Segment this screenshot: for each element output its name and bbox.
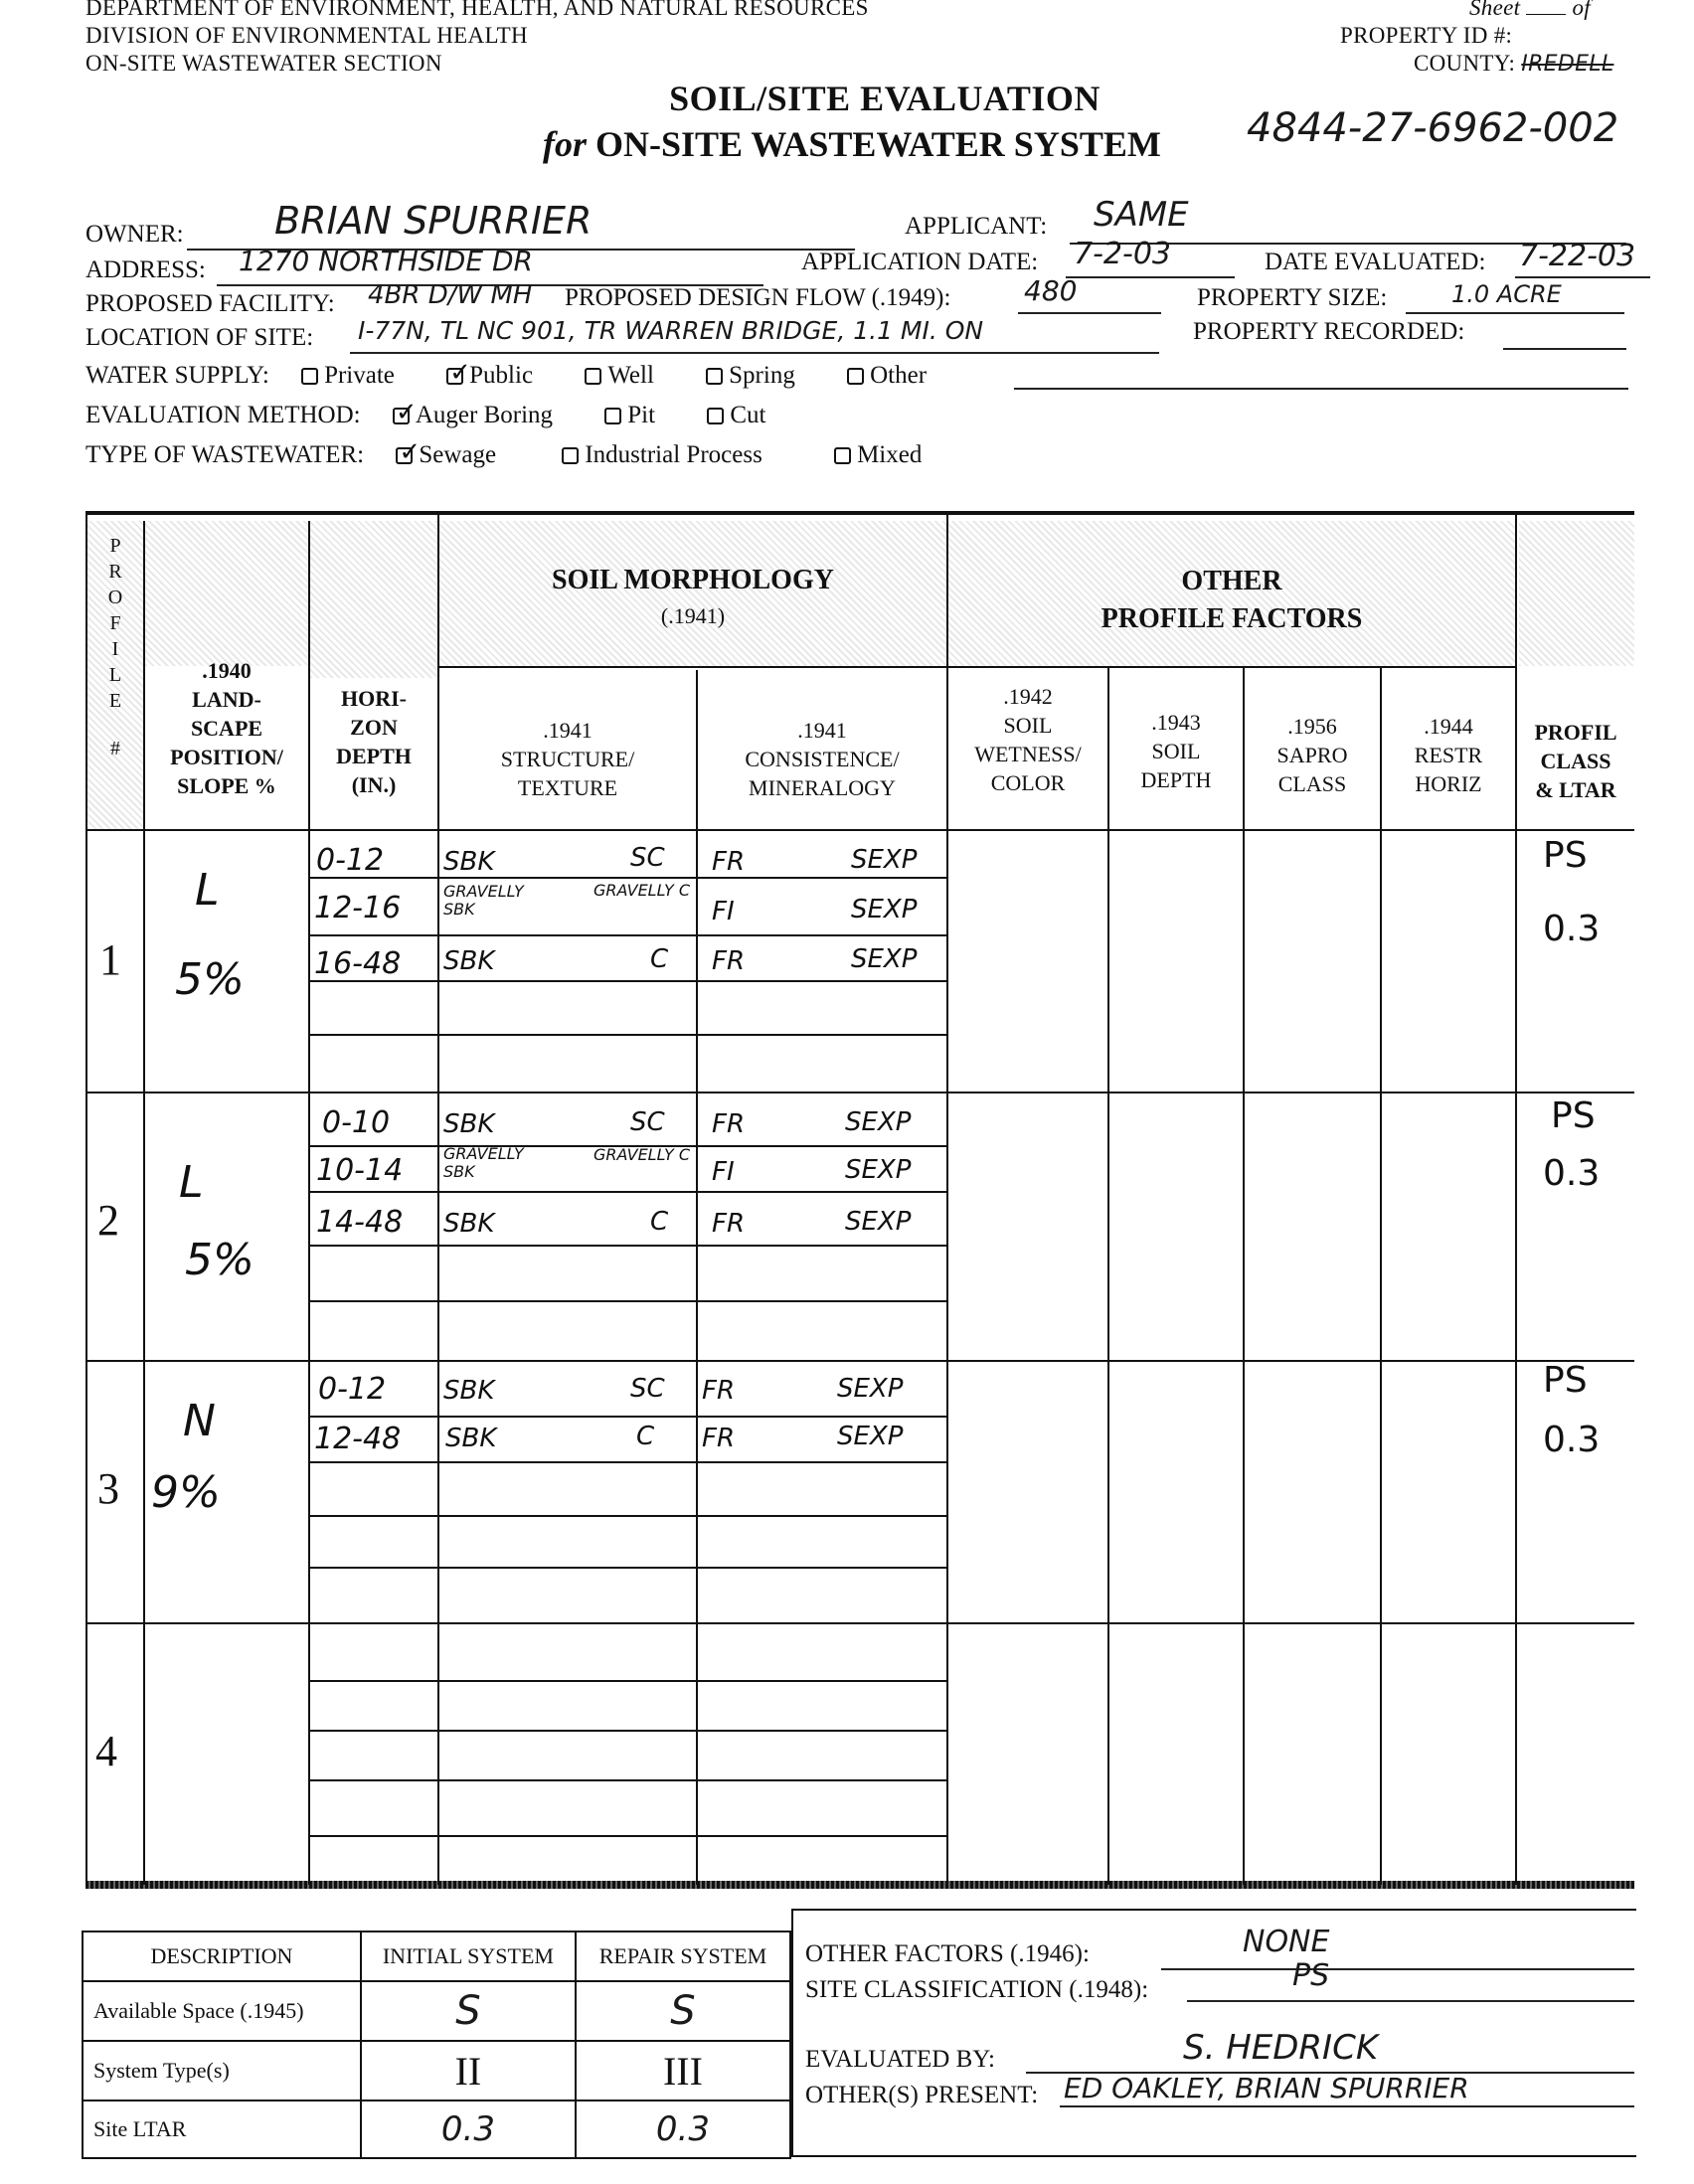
structure: GRAVELLY SBK <box>443 1144 524 1181</box>
consistence: FR <box>702 1424 736 1453</box>
other-profile-factors-header: OTHER PROFILE FACTORS <box>1101 566 1363 634</box>
property-recorded-label: PROPERTY RECORDED: <box>1193 318 1465 345</box>
consistence: FR <box>712 1109 746 1139</box>
consistence: FI <box>712 897 735 926</box>
texture: SC <box>630 1374 665 1404</box>
soil-wetness-header: .1942 SOIL WETNESS/ COLOR <box>974 684 1082 795</box>
profile-ltar: 0.3 <box>1543 1153 1601 1194</box>
site-classification-value: PS <box>1292 1958 1330 1993</box>
description-header: DESCRIPTION <box>83 1932 361 1981</box>
mineralogy: SEXP <box>851 845 918 875</box>
horizon-depth: 16-48 <box>314 946 402 981</box>
others-present-value: ED OAKLEY, BRIAN SPURRIER <box>1064 2072 1469 2104</box>
profile-number: 4 <box>95 1727 117 1775</box>
water-supply-other[interactable]: Other <box>847 362 927 390</box>
application-date-value: 7-2-03 <box>1074 237 1171 271</box>
horizon-depth: 0-10 <box>322 1105 391 1140</box>
mineralogy: SEXP <box>845 1107 912 1137</box>
landscape-position: L <box>179 1157 204 1208</box>
address-label: ADDRESS: <box>85 256 206 283</box>
profile-class: PS <box>1543 835 1588 876</box>
texture: GRAVELLY C <box>593 881 690 900</box>
site-ltar-label: Site LTAR <box>83 2100 361 2158</box>
structure: SBK <box>443 847 495 877</box>
horizon-depth: 10-14 <box>316 1153 404 1188</box>
mineralogy: SEXP <box>851 944 918 974</box>
date-evaluated-value: 7-22-03 <box>1519 239 1636 273</box>
texture: C <box>650 1207 669 1237</box>
county-label: COUNTY: <box>1414 51 1516 76</box>
others-present-label: OTHER(S) PRESENT: <box>805 2082 1039 2108</box>
available-space-label: Available Space (.1945) <box>83 1981 361 2041</box>
proposed-facility-label: PROPOSED FACILITY: <box>85 290 335 317</box>
wastewater-mixed[interactable]: Mixed <box>834 441 922 469</box>
mineralogy: SEXP <box>845 1207 912 1237</box>
system-type-repair: III <box>576 2041 790 2100</box>
slope: 5% <box>185 1235 254 1285</box>
mineralogy: SEXP <box>837 1422 904 1451</box>
location-value: I-77N, TL NC 901, TR WARREN BRIDGE, 1.1 MI. ON <box>358 316 984 345</box>
property-id-label: PROPERTY ID #: <box>1340 23 1513 48</box>
consistence: FR <box>702 1376 736 1406</box>
horizon-depth: 0-12 <box>316 843 385 878</box>
structure: SBK <box>443 1376 495 1406</box>
evaluated-by-label: EVALUATED BY: <box>805 2046 995 2073</box>
profile-ltar: 0.3 <box>1543 909 1601 949</box>
water-supply-well[interactable]: Well <box>585 362 654 390</box>
profile-class: PS <box>1543 1360 1588 1401</box>
wastewater-type-label: TYPE OF WASTEWATER: <box>85 441 365 468</box>
texture: C <box>650 944 669 974</box>
initial-system-header: INITIAL SYSTEM <box>361 1932 576 1981</box>
dept-line-1: DEPARTMENT OF ENVIRONMENT, HEALTH, AND NATURAL RESOURCES <box>85 0 869 20</box>
texture: C <box>636 1422 655 1451</box>
structure: SBK <box>443 1109 495 1139</box>
consistence: FI <box>712 1157 735 1187</box>
water-supply-public[interactable]: ✓ Public <box>446 362 533 390</box>
title-line-1: SOIL/SITE EVALUATION <box>669 79 1101 118</box>
slope: 5% <box>175 954 245 1005</box>
design-flow-value: 480 <box>1024 274 1078 307</box>
county-value: IREDELL <box>1521 52 1614 77</box>
address-value: 1270 NORTHSIDE DR <box>239 245 533 277</box>
proposed-facility-value: 4BR D/W MH <box>368 280 533 310</box>
dept-line-3: ON-SITE WASTEWATER SECTION <box>85 51 442 76</box>
water-supply-private[interactable]: Private <box>301 362 395 390</box>
available-space-repair: S <box>576 1981 790 2041</box>
other-factors-value: NONE <box>1243 1925 1330 1959</box>
structure: SBK <box>445 1424 497 1453</box>
soil-morphology-header: SOIL MORPHOLOGY (.1941) <box>552 565 834 628</box>
repair-system-header: REPAIR SYSTEM <box>576 1932 790 1981</box>
profile-number: 2 <box>97 1196 119 1245</box>
application-date-label: APPLICATION DATE: <box>801 249 1039 275</box>
site-ltar-repair: 0.3 <box>576 2100 790 2158</box>
title-line-2: ON-SITE WASTEWATER SYSTEM <box>595 124 1161 164</box>
site-ltar-initial: 0.3 <box>361 2100 576 2158</box>
consistence-mineralogy-header: .1941 CONSISTENCE/ MINERALOGY <box>745 718 900 800</box>
structure-texture-header: .1941 STRUCTURE/ TEXTURE <box>500 718 635 800</box>
wastewater-sewage[interactable]: ✓ Sewage <box>396 441 496 469</box>
site-classification-label: SITE CLASSIFICATION (.1948): <box>805 1976 1149 2003</box>
property-size-label: PROPERTY SIZE: <box>1197 284 1388 311</box>
mineralogy: SEXP <box>851 895 918 924</box>
mineralogy: SEXP <box>837 1374 904 1404</box>
wastewater-industrial[interactable]: Industrial Process <box>562 441 762 469</box>
landscape-position: L <box>195 865 220 916</box>
consistence: FR <box>712 1209 746 1239</box>
evaluated-by-value: S. HEDRICK <box>1183 2028 1379 2068</box>
consistence: FR <box>712 847 746 877</box>
applicant-value: SAME <box>1094 195 1189 235</box>
horizon-depth: 14-48 <box>316 1205 404 1240</box>
system-type-initial: II <box>361 2041 576 2100</box>
texture: SC <box>630 1107 665 1137</box>
owner-value: BRIAN SPURRIER <box>274 199 593 243</box>
mineralogy: SEXP <box>845 1155 912 1185</box>
profile-ltar: 0.3 <box>1543 1420 1601 1460</box>
landscape-column-header: .1940 LAND- SCAPE POSITION/ SLOPE % <box>170 658 283 798</box>
structure: SBK <box>443 946 495 976</box>
texture: GRAVELLY C <box>593 1145 690 1164</box>
profile-number: 1 <box>99 935 121 984</box>
horizon-depth-column-header: HORI- ZON DEPTH (IN.) <box>336 686 412 797</box>
slope: 9% <box>151 1467 221 1518</box>
system-type-label: System Type(s) <box>83 2041 361 2100</box>
landscape-position: N <box>183 1396 216 1446</box>
structure: GRAVELLY SBK <box>443 882 524 919</box>
structure: SBK <box>443 1209 495 1239</box>
horizon-depth: 12-16 <box>314 891 402 925</box>
available-space-initial: S <box>361 1981 576 2041</box>
profile-column-header: P R O F I L E # <box>107 535 123 759</box>
restr-horiz-header: .1944 RESTR HORIZ <box>1414 714 1483 796</box>
water-supply-spring[interactable]: Spring <box>706 362 795 390</box>
texture: SC <box>630 843 665 873</box>
title-prefix: for <box>543 124 587 164</box>
consistence: FR <box>712 946 746 976</box>
parcel-number: 4844-27-6962-002 <box>1247 105 1619 151</box>
dept-line-2: DIVISION OF ENVIRONMENTAL HEALTH <box>85 23 528 48</box>
system-summary-table <box>82 1931 791 2159</box>
evaluation-method-label: EVALUATION METHOD: <box>85 402 361 428</box>
applicant-label: APPLICANT: <box>905 213 1048 240</box>
property-size-value: 1.0 ACRE <box>1451 280 1562 308</box>
method-auger-boring[interactable]: ✓ Auger Boring <box>393 402 553 429</box>
owner-label: OWNER: <box>85 221 184 248</box>
profile-class-header: PROFIL CLASS & LTAR <box>1534 720 1617 802</box>
horizon-depth: 0-12 <box>318 1372 387 1407</box>
location-label: LOCATION OF SITE: <box>85 324 314 351</box>
date-evaluated-label: DATE EVALUATED: <box>1265 249 1486 275</box>
method-cut[interactable]: Cut <box>707 402 765 429</box>
water-supply-label: WATER SUPPLY: <box>85 362 269 389</box>
soil-depth-header: .1943 SOIL DEPTH <box>1140 710 1212 792</box>
of-label: of <box>1572 0 1591 20</box>
method-pit[interactable]: Pit <box>604 402 655 429</box>
design-flow-label: PROPOSED DESIGN FLOW (.1949): <box>565 284 951 311</box>
profile-class: PS <box>1551 1095 1596 1136</box>
profile-number: 3 <box>97 1464 119 1513</box>
sapro-class-header: .1956 SAPRO CLASS <box>1276 714 1348 796</box>
horizon-depth: 12-48 <box>314 1422 402 1456</box>
sheet-label: Sheet <box>1469 0 1521 20</box>
other-factors-label: OTHER FACTORS (.1946): <box>805 1940 1090 1967</box>
